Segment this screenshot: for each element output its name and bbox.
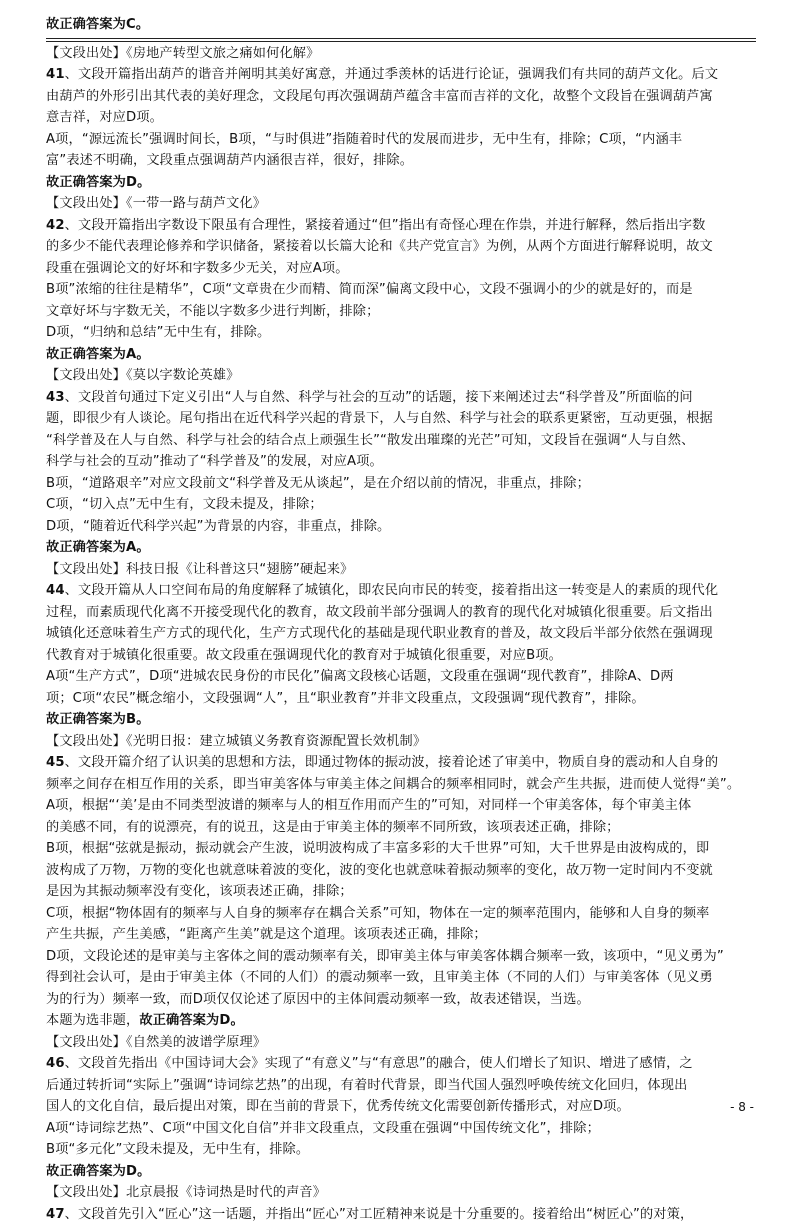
question-number: 45 — [46, 755, 65, 770]
paragraph-line: B项“多元化”文段未提及，无中生有，排除。 — [46, 1139, 756, 1161]
paragraph-line: A项，“源远流长”强调时间长，B项，“与时俱进”指随着时代的发展而进步，无中生有，排除；C项，“内涵丰 — [46, 129, 756, 151]
source-line: 【文段出处】《光明日报：建立城镇义务教育资源配置长效机制》 — [46, 731, 756, 753]
answer-line: 故正确答案为D。 — [46, 1161, 756, 1183]
paragraph-line: 频率之间存在相互作用的关系，即当审美客体与审美主体之间耦合的频率相同时，就会产生共振，进而使人觉得“美”。 — [46, 774, 756, 796]
note-text: 本题为选非题， — [46, 1013, 139, 1028]
paragraph-line: 过程，而素质现代化离不开接受现代化的教育，故文段前半部分强调人的教育的现代化对城镇化很重要。后文指出 — [46, 602, 756, 624]
question-number: 42 — [46, 218, 65, 233]
paragraph-line: C项，根据“物体固有的频率与人自身的频率存在耦合关系”可知，物体在一定的频率范围内，能够和人自身的频率 — [46, 903, 756, 925]
paragraph-line: 文章好坏与字数无关，不能以字数多少进行判断，排除； — [46, 301, 756, 323]
question-text: 、文段首先指出《中国诗词大会》实现了“有意义”与“有意思”的融合，使人们增长了知识、增进了感情，之 — [65, 1056, 693, 1071]
paragraph-line: A项“诗词综艺热”、C项“中国文化自信”并非文段重点，文段重在强调“中国传统文化”，排除； — [46, 1118, 756, 1140]
question-text: 、文段开篇从人口空间布局的角度解释了城镇化，即农民向市民的转变，接着指出这一转变是人的素质的现代化 — [65, 583, 719, 598]
paragraph-line: 得到社会认可，是由于审美主体（不同的人们）的震动频率一致，且审美主体（不同的人们）与审美客体（见义勇 — [46, 967, 756, 989]
paragraph-line: D项，“随着近代科学兴起”为背景的内容，非重点，排除。 — [46, 516, 756, 538]
paragraph-line: 是因为其振动频率没有变化，该项表述正确，排除； — [46, 881, 756, 903]
answer-line: 故正确答案为D。 — [46, 172, 756, 194]
answer-line — [46, 1010, 756, 1032]
page-number: - 8 - — [730, 1100, 754, 1114]
paragraph-line: 产生共振，产生美感，“距离产生美”就是这个道理。该项表述正确，排除； — [46, 924, 756, 946]
paragraph-line: “科学普及在人与自然、科学与社会的结合点上顽强生长”“散发出璀璨的光芒”可知，文段旨在强调“人与自然、 — [46, 430, 756, 452]
answer-line: 故正确答案为B。 — [46, 709, 756, 731]
paragraph-line: A项“生产方式”，D项“进城农民身份的市民化”偏离文段核心话题，文段重在强调“现代教育”，排除A、D两 — [46, 666, 756, 688]
paragraph-line: 国人的文化自信，最后提出对策，即在当前的背景下，优秀传统文化需要创新传播形式，对应D项。 — [46, 1096, 756, 1118]
question-number: 46 — [46, 1056, 65, 1071]
paragraph-line: 富”表述不明确，文段重点强调葫芦内涵很吉祥，很好，排除。 — [46, 150, 756, 172]
answer-line: 故正确答案为C。 — [46, 14, 756, 36]
document-body — [46, 14, 756, 1225]
question-line — [46, 1204, 756, 1225]
question-line — [46, 64, 756, 86]
paragraph-line: 科学与社会的互动”推动了“科学普及”的发展，对应A项。 — [46, 451, 756, 473]
paragraph-line: D项，文段论述的是审美与主客体之间的震动频率有关，即审美主体与审美客体耦合频率一致，该项中，“见义勇为” — [46, 946, 756, 968]
question-number: 41 — [46, 67, 65, 82]
paragraph-line: 波构成了万物，万物的变化也就意味着波的变化，波的变化也就意味着振动频率的变化，故万物一定时间内不变就 — [46, 860, 756, 882]
paragraph-line: 段重在强调论文的好坏和字数多少无关，对应A项。 — [46, 258, 756, 280]
question-line — [46, 215, 756, 237]
source-line: 【文段出处】北京晨报《诗词热是时代的声音》 — [46, 1182, 756, 1204]
content-lines — [46, 43, 756, 1225]
source-line: 【文段出处】《莫以字数论英雄》 — [46, 365, 756, 387]
question-number: 47 — [46, 1207, 65, 1222]
paragraph-line: 项；C项“农民”概念缩小，文段强调“人”，且“职业教育”并非文段重点，文段强调“现代教育”，排除。 — [46, 688, 756, 710]
question-text: 、文段开篇指出字数设下限虽有合理性，紧接着通过“但”指出有奇怪心理在作祟，并进行解释，然后指出字数 — [65, 218, 706, 233]
question-text: 、文段首句通过下定义引出“人与自然、科学与社会的互动”的话题，接下来阐述过去“科学普及”所面临的问 — [65, 390, 693, 405]
paragraph-line: A项，根据“‘美’是由不同类型波谱的频率与人的相互作用而产生的”可知，对同样一个审美客体，每个审美主体 — [46, 795, 756, 817]
source-line: 【文段出处】《房地产转型文旅之痛如何化解》 — [46, 43, 756, 65]
paragraph-line: 后通过转折词“实际上”强调“诗词综艺热”的出现，有着时代背景，即当代国人强烈呼唤传统文化回归，体现出 — [46, 1075, 756, 1097]
paragraph-line: B项，根据“弦就是振动，振动就会产生波，说明波构成了丰富多彩的大千世界”可知，大千世界是由波构成的，即 — [46, 838, 756, 860]
paragraph-line: 城镇化还意味着生产方式的现代化，生产方式现代化的基础是现代职业教育的普及，故文段后半部分依然在强调现 — [46, 623, 756, 645]
question-line — [46, 580, 756, 602]
question-text: 、文段开篇指出葫芦的谐音并阐明其美好寓意，并通过季羡林的话进行论证，强调我们有共同的葫芦文化。后文 — [65, 67, 719, 82]
paragraph-line: 代教育对于城镇化很重要。故文段重在强调现代化的教育对于城镇化很重要，对应B项。 — [46, 645, 756, 667]
paragraph-line: B项，“道路艰辛”对应文段前文“科学普及无从谈起”，是在介绍以前的情况，非重点，排除； — [46, 473, 756, 495]
paragraph-line: 由葫芦的外形引出其代表的美好理念，文段尾句再次强调葫芦蕴含丰富而吉祥的文化，故整个文段旨在强调葫芦寓 — [46, 86, 756, 108]
paragraph-line: 为的行为）频率一致，而D项仅仅论述了原因中的主体间震动频率一致，故表述错误，当选。 — [46, 989, 756, 1011]
question-line — [46, 1053, 756, 1075]
paragraph-line: B项”浓缩的往往是精华”，C项“文章贵在少而精、简而深”偏离文段中心，文段不强调小的少的就是好的，而是 — [46, 279, 756, 301]
source-line: 【文段出处】《一带一路与葫芦文化》 — [46, 193, 756, 215]
question-text: 、文段开篇介绍了认识美的思想和方法，即通过物体的振动波，接着论述了审美中，物质自身的震动和人自身的 — [65, 755, 719, 770]
paragraph-line: 的美感不同，有的说漂亮，有的说丑，这是由于审美主体的频率不同所致，该项表述正确，排除； — [46, 817, 756, 839]
question-text: 、文段首先引入“匠心”这一话题，并指出“匠心”对工匠精神来说是十分重要的。接着给出“树匠心”的对策， — [65, 1207, 694, 1222]
question-line — [46, 387, 756, 409]
answer-text: 故正确答案为D。 — [139, 1013, 243, 1028]
source-line: 【文段出处】科技日报《让科普这只“翅膀”硬起来》 — [46, 559, 756, 581]
paragraph-line: C项，“切入点”无中生有，文段未提及，排除； — [46, 494, 756, 516]
paragraph-line: 的多少不能代表理论修养和学识储备，紧接着以长篇大论和《共产党宣言》为例，从两个方面进行解释说明，故文 — [46, 236, 756, 258]
paragraph-line: 意吉祥，对应D项。 — [46, 107, 756, 129]
answer-line: 故正确答案为A。 — [46, 344, 756, 366]
paragraph-line: 题，即很少有人谈论。尾句指出在近代科学兴起的背景下，人与自然、科学与社会的联系更紧密，互动更强，根据 — [46, 408, 756, 430]
question-number: 44 — [46, 583, 65, 598]
question-line — [46, 752, 756, 774]
source-line: 【文段出处】《自然美的波谱学原理》 — [46, 1032, 756, 1054]
question-number: 43 — [46, 390, 65, 405]
paragraph-line: D项，“归纳和总结”无中生有，排除。 — [46, 322, 756, 344]
answer-line: 故正确答案为A。 — [46, 537, 756, 559]
